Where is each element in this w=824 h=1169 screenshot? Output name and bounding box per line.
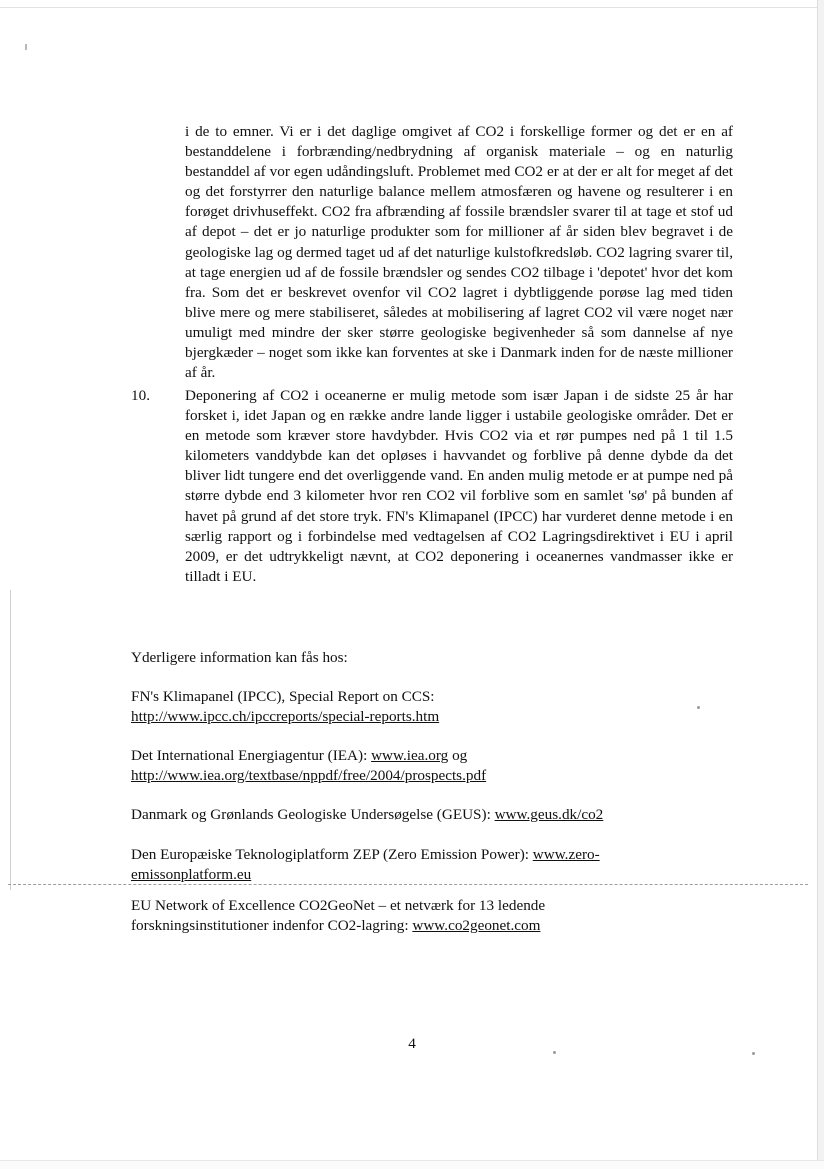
numbered-item-10 (131, 386, 733, 587)
resource-link[interactable]: http://www.ipcc.ch/ipccreports/special-reports.htm (131, 708, 440, 726)
scan-edge-bottom (0, 1160, 824, 1169)
resource-link-part2[interactable]: emissonplatform.eu (131, 865, 252, 883)
scan-artifact-left-rule (10, 590, 11, 890)
numbered-item-number: 10. (131, 387, 150, 404)
resource-label: forskningsinstitutioner indenfor CO2-lagring: (131, 917, 413, 935)
resource-item-iea (131, 746, 731, 786)
resource-label: FN's Klimapanel (IPCC), Special Report on CCS: (131, 688, 435, 706)
resource-link-primary[interactable]: www.iea.org (371, 747, 449, 765)
further-information-heading: Yderligere information kan fås hos: (131, 649, 348, 666)
resource-label-line1: EU Network of Excellence CO2GeoNet – et netværk for 13 ledende (131, 897, 546, 914)
resource-link[interactable]: www.geus.dk/co2 (494, 806, 604, 824)
resource-label: Det International Energiagentur (IEA): (131, 747, 372, 765)
scan-speck (25, 44, 27, 50)
page-number: 4 (408, 1035, 416, 1052)
further-information-section (131, 648, 731, 904)
continued-paragraph (185, 122, 733, 383)
scan-edge-top (0, 0, 824, 8)
resource-link-secondary[interactable]: http://www.iea.org/textbase/nppdf/free/2004/prospects.pdf (131, 767, 487, 785)
paragraph-text: i de to emner. Vi er i det daglige omgivet af CO2 i forskellige former og det er en af bestanddelene i forbrænding/nedbrydning af organisk materiale – og en naturlig bestanddel af vor egen udåndingsluft. Problemet med CO2 er at der er alt for meget af det og det forstyrrer den naturlige balance mellem atmosfæren og havene og resulterer i en forøget drivhuseffekt. CO2 fra afbrænding af fossile brændsler svarer til at tage et stof ud af depot – det er jo naturlige produkter som for millioner af år siden blev begravet i de geologiske lag og dermed taget ud af det naturlige kulstofkredsløb. CO2 lagring svarer til, at tage energien ud af de fossile brændsler og sendes CO2 tilbage i 'depotet' hvor det kom fra. Som det er beskrevet ovenfor vil CO2 lagret i dybtliggende porøse lag med tiden blive mere og mere stabiliseret, således at mobilisering af lagret CO2 vil være noget nær umuligt med mindre der sker større geologiske begivenheder så som dannelse af nye bjergkæder – noget som ikke kan forventes at ske i Danmark inden for de næste millioner af år. (185, 123, 733, 382)
scan-edge-right (817, 0, 824, 1169)
resource-item-ipcc (131, 687, 731, 727)
resource-label-line (131, 746, 731, 766)
resource-item-co2geonet (131, 896, 731, 936)
resource-label-line2 (131, 916, 731, 936)
numbered-item-text: Deponering af CO2 i oceanerne er mulig metode som især Japan i de sidste 25 år har forsket i, idet Japan og en række andre lande ligger i ustabile geologiske områder. Det er en metode som kræver store havdybder. Hvis CO2 via et rør pumpes ned på 1 til 1.5 kilometers vanddybde kan det opløses i havvandet og forblive på denne dybde da det bliver lidt tungere end det overliggende vand. En anden mulig metode er at pumpe ned på større dybde end 3 kilometer hvor ren CO2 vil forblive som en samlet 'sø' på bunden af havet på grund af det store tryk. FN's Klimapanel (IPCC) har vurderet denne metode i en særlig rapport og i forbindelse med vedtagelsen af CO2 Lagringsdirektivet i EU i april 2009, er det udtrykkeligt nævnt, at CO2 deponering i oceanernes vandmasser ikke er tilladt i EU. (185, 387, 733, 585)
resource-item-zep (131, 845, 731, 885)
resource-item-geus (131, 805, 731, 825)
resource-label-tail: og (448, 747, 468, 765)
resource-link-part1[interactable]: www.zero- (532, 845, 600, 863)
resource-link[interactable]: www.co2geonet.com (412, 917, 541, 935)
resource-label: Den Europæiske Teknologiplatform ZEP (Zero Emission Power): (131, 845, 533, 863)
scan-fold-line (8, 884, 808, 885)
resource-label: Danmark og Grønlands Geologiske Undersøgelse (GEUS): (131, 806, 495, 824)
